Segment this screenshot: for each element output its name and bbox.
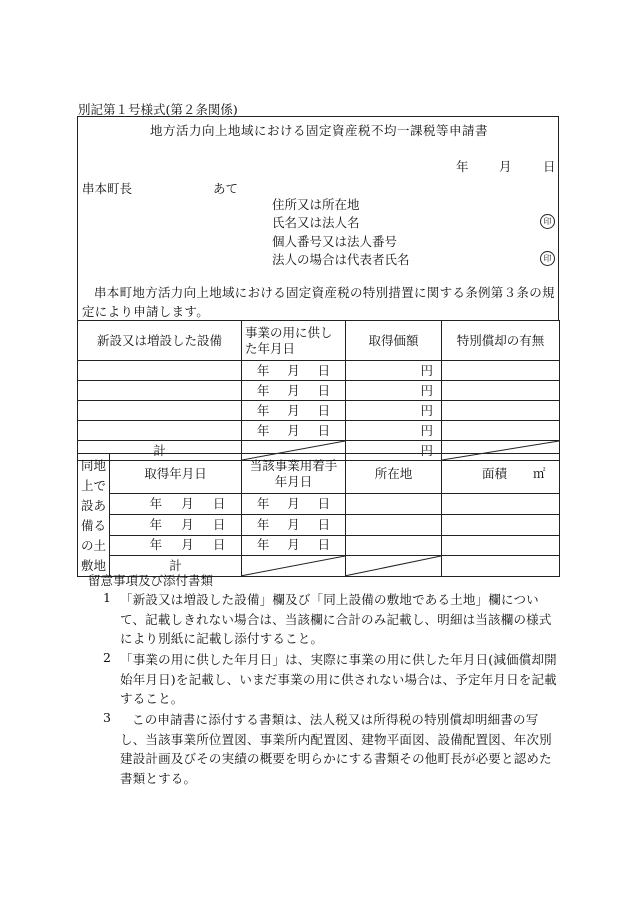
header-start-date: 当該事業用着手年月日	[242, 454, 346, 494]
acquisition-cost-cell[interactable]: 円	[346, 421, 442, 441]
acquisition-date-cell[interactable]	[110, 535, 242, 556]
side-label-part: 上で	[80, 478, 106, 493]
land-side-label	[78, 454, 110, 577]
month-unit: 月	[181, 537, 194, 553]
month-unit: 月	[181, 516, 194, 532]
day-unit: 日	[317, 422, 331, 438]
applicant-address-label: 住所又は所在地	[272, 197, 360, 212]
header-service-date: 事業の用に供した年月日	[242, 321, 346, 361]
seal-mark: 印	[540, 251, 555, 266]
month-unit: 月	[287, 362, 300, 378]
side-label-part: 備る	[80, 518, 106, 533]
day-unit: 日	[317, 402, 331, 418]
location-cell[interactable]	[346, 535, 442, 556]
acquisition-cost-cell[interactable]: 円	[346, 381, 442, 401]
service-date-cell[interactable]	[242, 421, 346, 441]
land-table	[77, 453, 560, 577]
year-unit: 年	[256, 516, 270, 532]
total-cost-cell[interactable]: 円	[346, 441, 442, 461]
start-date-cell[interactable]	[242, 494, 346, 515]
addressee-suffix: あて	[213, 181, 239, 196]
acquisition-date-cell[interactable]	[110, 494, 242, 515]
special-depreciation-cell[interactable]	[442, 401, 560, 421]
year-unit: 年	[256, 402, 270, 418]
year-unit: 年	[256, 382, 270, 398]
date-day: 日	[543, 159, 556, 174]
header-special-depreciation: 特別償却の有無	[442, 321, 560, 361]
month-unit: 月	[287, 537, 300, 553]
month-unit: 月	[287, 496, 300, 512]
table-row	[78, 494, 560, 515]
area-label: 面積	[482, 465, 508, 481]
header-equipment: 新設又は増設した設備	[78, 321, 242, 361]
service-date-cell[interactable]	[242, 401, 346, 421]
year-unit: 年	[256, 537, 270, 553]
service-date-cell[interactable]	[242, 381, 346, 401]
day-unit: 日	[317, 382, 331, 398]
diagonal-slash-cell	[346, 556, 442, 577]
table-row	[78, 535, 560, 556]
header-area	[442, 454, 560, 494]
year-unit: 年	[149, 516, 163, 532]
note-text: 「新設又は増設した設備」欄及び「同上設備の敷地である土地」欄について、記載しきれない場合は、当該欄に合計のみ記載し、明細は当該欄の様式により別紙に記載し添付すること。	[120, 592, 552, 646]
header-location: 所在地	[346, 454, 442, 494]
location-cell[interactable]	[346, 514, 442, 535]
table-row	[78, 401, 560, 421]
header-acquisition-cost: 取得価額	[346, 321, 442, 361]
form-label: 別記第１号様式(第２条関係)	[78, 102, 238, 117]
service-date-cell[interactable]	[242, 361, 346, 381]
acquisition-date-cell[interactable]	[110, 514, 242, 535]
document-title: 地方活力向上地域における固定資産税不均一課税等申請書	[149, 123, 488, 138]
header-acquisition-date: 取得年月日	[110, 454, 242, 494]
month-unit: 月	[287, 382, 300, 398]
total-label: 計	[78, 441, 242, 461]
day-unit: 日	[317, 537, 331, 553]
table-row	[78, 381, 560, 401]
special-depreciation-cell[interactable]	[442, 361, 560, 381]
acquisition-cost-cell[interactable]: 円	[346, 361, 442, 381]
year-unit: 年	[256, 362, 270, 378]
year-unit: 年	[149, 537, 163, 553]
side-label-part: の土	[80, 538, 106, 553]
location-cell[interactable]	[346, 494, 442, 515]
note-text: 「事業の用に供した年月日」は、実際に事業の用に供した年月日(減価償却開始年月日)を記載し、いまだ事業の用に供されない場合は、予定年月日を記載すること。	[120, 652, 557, 706]
side-label-part: 同地	[80, 458, 106, 473]
year-unit: 年	[256, 496, 270, 512]
day-unit: 日	[212, 496, 226, 512]
total-area-cell[interactable]	[442, 556, 560, 577]
total-label: 計	[110, 556, 242, 577]
year-unit: 年	[149, 496, 163, 512]
area-cell[interactable]	[442, 494, 560, 515]
day-unit: 日	[317, 362, 331, 378]
equipment-cell[interactable]	[78, 421, 242, 441]
notes-title: 留意事項及び添付書類	[88, 573, 214, 588]
special-depreciation-cell[interactable]	[442, 381, 560, 401]
equipment-cell[interactable]	[78, 401, 242, 421]
note-number: 2	[103, 650, 111, 665]
side-label-part: 敷地	[80, 558, 106, 573]
day-unit: 日	[317, 516, 331, 532]
note-text: この申請書に添付する書類は、法人税又は所得税の特別償却明細書の写し、当該事業所位置図、事業所内配置図、建物平面図、設備配置図、年次別建設計画及びその実績の概要を明らかにする書類その他町長が必要と認めた書類とする。	[120, 712, 552, 786]
month-unit: 月	[287, 516, 300, 532]
day-unit: 日	[212, 516, 226, 532]
acquisition-cost-cell[interactable]: 円	[346, 401, 442, 421]
diagonal-slash-cell	[242, 556, 346, 577]
note-number: 1	[103, 590, 111, 605]
area-cell[interactable]	[442, 514, 560, 535]
addressee-name: 串本町長	[82, 181, 133, 196]
year-unit: 年	[256, 422, 270, 438]
representative-name-label: 法人の場合は代表者氏名	[272, 252, 410, 267]
special-depreciation-cell[interactable]	[442, 421, 560, 441]
seal-mark: 印	[540, 214, 555, 229]
application-form-box	[77, 116, 559, 321]
table-row	[78, 514, 560, 535]
side-label-part: 設あ	[80, 498, 106, 513]
note-number: 3	[103, 710, 111, 725]
table-row	[78, 361, 560, 381]
applicant-name-label: 氏名又は法人名	[272, 215, 360, 230]
applicant-number-label: 個人番号又は法人番号	[272, 234, 398, 249]
area-unit: ㎡	[533, 465, 546, 481]
table-row	[78, 421, 560, 441]
day-unit: 日	[212, 537, 226, 553]
date-year: 年	[456, 159, 469, 174]
start-date-cell[interactable]	[242, 535, 346, 556]
month-unit: 月	[287, 402, 300, 418]
day-unit: 日	[317, 496, 331, 512]
equipment-cell[interactable]	[78, 381, 242, 401]
area-cell[interactable]	[442, 535, 560, 556]
start-date-cell[interactable]	[242, 514, 346, 535]
application-statement: 串本町地方活力向上地域における固定資産税の特別措置に関する条例第３条の規定により申請します。	[82, 285, 555, 319]
month-unit: 月	[181, 496, 194, 512]
assets-table	[77, 320, 560, 461]
month-unit: 月	[287, 422, 300, 438]
date-month: 月	[499, 159, 512, 174]
equipment-cell[interactable]	[78, 361, 242, 381]
